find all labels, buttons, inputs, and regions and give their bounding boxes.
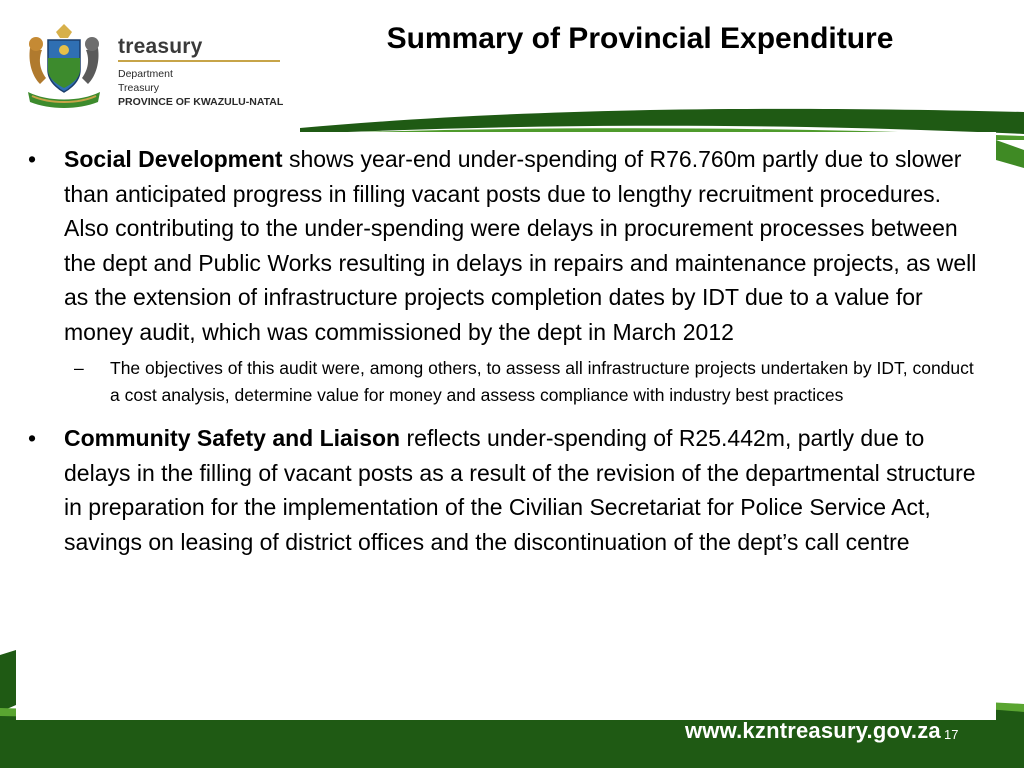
page-number: 17 [944, 727, 959, 742]
logo-wordmark: treasury [118, 35, 203, 58]
slide-title: Summary of Provincial Expenditure [386, 22, 894, 55]
bullet-heading: Community Safety and Liaison [64, 425, 401, 451]
bullet-heading: Social Development [64, 146, 283, 172]
bullet-glyph: • [28, 425, 37, 451]
logo-treasury: Treasury [118, 82, 160, 94]
sub-bullet-glyph: – [74, 358, 84, 378]
footer-website: www.kzntreasury.gov.za [685, 718, 941, 743]
bullet-community-safety [28, 421, 988, 559]
bullet-glyph: • [28, 146, 37, 172]
logo-department: Department [118, 68, 173, 80]
sub-bullet-text: The objectives of this audit were, among others, to assess all infrastructure projects undertaken by IDT, conduct a cost analysis, determine value for money and assess compliance with industry best practices [110, 358, 974, 405]
treasury-logo [18, 18, 318, 118]
bullet-text: reflects under-spending of R25.442m, partly due to delays in the filling of vacant posts as a result of the revision of the departmental structure in preparation for the implementation of the Civilian Secretariat for Police Service Act, savings on leasing of district offices and the discontinuation of the dept’s call centre [64, 425, 976, 555]
sub-bullet-audit-objectives [28, 355, 988, 409]
bullet-text: shows year-end under-spending of R76.760m partly due to slower than anticipated progress in filling vacant posts due to lengthy recruitment procedures. Also contributing to the under-spending were delays in procurement processes between the dept and Public Works resulting in delays in repairs and maintenance projects, as well as the extension of infrastructure projects completion dates by IDT due to a value for money audit, which was commissioned by the dept in March 2012 [64, 146, 977, 345]
coat-of-arms-icon [18, 18, 110, 110]
bullet-social-development [28, 142, 988, 349]
logo-province: PROVINCE OF KWAZULU-NATAL [118, 96, 284, 108]
bullet-list [28, 142, 988, 559]
logo-divider [118, 60, 280, 62]
